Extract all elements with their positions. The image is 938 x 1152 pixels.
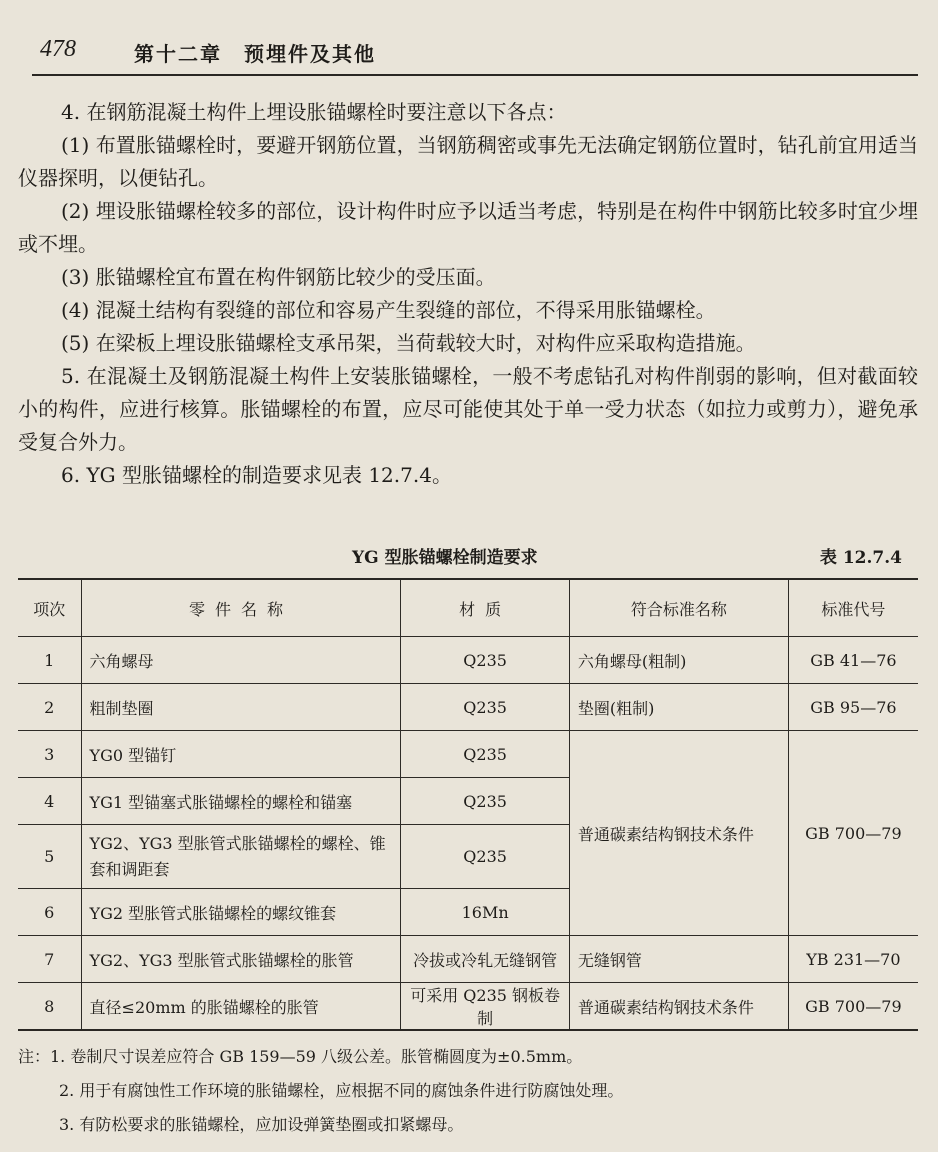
table-row xyxy=(18,731,918,778)
row-part: YG2 型胀管式胀锚螺栓的螺纹锥套 xyxy=(81,889,401,936)
table-number: 表 12.7.4 xyxy=(819,548,902,568)
row-material: Q235 xyxy=(401,684,569,731)
row-code: GB 41—76 xyxy=(788,637,918,684)
page-header xyxy=(32,34,918,76)
row-part: YG2、YG3 型胀管式胀锚螺栓的胀管 xyxy=(81,936,401,983)
col-header-material: 材质 xyxy=(401,579,569,637)
row-no: 4 xyxy=(18,778,81,825)
paragraph-5: 5. 在混凝土及钢筋混凝土构件上安装胀锚螺栓，一般不考虑钻孔对构件削弱的影响，但对截面较小的构件，应进行核算。胀锚螺栓的布置，应尽可能使其处于单一受力状态（如拉力或剪力），避免承受复合外力。 xyxy=(18,364,918,454)
col-header-code: 标准代号 xyxy=(788,579,918,637)
table-row xyxy=(18,637,918,684)
row-no: 3 xyxy=(18,731,81,778)
row-material: Q235 xyxy=(401,825,569,889)
row-part: 直径≤20mm 的胀锚螺栓的胀管 xyxy=(81,983,401,1031)
row-part: YG0 型锚钉 xyxy=(81,731,401,778)
table-caption xyxy=(22,543,902,571)
note-3: 3. 有防松要求的胀锚螺栓，应加设弹簧垫圈或扣紧螺母。 xyxy=(59,1115,464,1134)
page-number: 478 xyxy=(40,36,76,62)
row-standard: 垫圈(粗制) xyxy=(569,684,788,731)
row-standard-merged: 普通碳素结构钢技术条件 xyxy=(569,731,788,936)
row-code: GB 95—76 xyxy=(788,684,918,731)
row-no: 6 xyxy=(18,889,81,936)
row-no: 2 xyxy=(18,684,81,731)
note-2: 2. 用于有腐蚀性工作环境的胀锚螺栓，应根据不同的腐蚀条件进行防腐蚀处理。 xyxy=(59,1081,624,1100)
row-code: GB 700—79 xyxy=(788,983,918,1031)
paragraph-4-4: (4) 混凝土结构有裂缝的部位和容易产生裂缝的部位，不得采用胀锚螺栓。 xyxy=(61,298,716,322)
row-code-merged: GB 700—79 xyxy=(788,731,918,936)
chapter-title: 第十二章 预埋件及其他 xyxy=(134,42,376,66)
row-part: 粗制垫圈 xyxy=(81,684,401,731)
table-title: YG 型胀锚螺栓制造要求 xyxy=(352,548,538,568)
row-no: 7 xyxy=(18,936,81,983)
row-code: YB 231—70 xyxy=(788,936,918,983)
row-material: Q235 xyxy=(401,778,569,825)
table-header-row xyxy=(18,579,918,637)
row-standard: 普通碳素结构钢技术条件 xyxy=(569,983,788,1031)
col-header-no: 项次 xyxy=(18,579,81,637)
row-part: YG2、YG3 型胀管式胀锚螺栓的螺栓、锥套和调距套 xyxy=(81,825,401,889)
table-row xyxy=(18,983,918,1031)
row-material: 可采用 Q235 钢板卷制 xyxy=(401,983,569,1031)
row-no: 8 xyxy=(18,983,81,1031)
paragraph-4-5: (5) 在梁板上埋设胀锚螺栓支承吊架，当荷载较大时，对构件应采取构造措施。 xyxy=(61,331,756,355)
row-material: Q235 xyxy=(401,731,569,778)
note-1: 注：1. 卷制尺寸误差应符合 GB 159—59 八级公差。胀管椭圆度为±0.5mm。 xyxy=(18,1047,583,1066)
spec-table xyxy=(18,578,918,1031)
row-material: Q235 xyxy=(401,637,569,684)
table-notes xyxy=(18,1040,918,1142)
paragraph-4-2: (2) 埋设胀锚螺栓较多的部位，设计构件时应予以适当考虑，特别是在构件中钢筋比较多时宜少埋或不埋。 xyxy=(18,199,918,256)
row-material: 冷拔或冷轧无缝钢管 xyxy=(401,936,569,983)
row-no: 5 xyxy=(18,825,81,889)
row-standard: 无缝钢管 xyxy=(569,936,788,983)
paragraph-4-3: (3) 胀锚螺栓宜布置在构件钢筋比较少的受压面。 xyxy=(61,265,496,289)
table-row xyxy=(18,684,918,731)
col-header-part: 零件名称 xyxy=(81,579,401,637)
table-row xyxy=(18,936,918,983)
row-standard: 六角螺母(粗制) xyxy=(569,637,788,684)
body-text xyxy=(18,96,918,492)
paragraph-4: 4. 在钢筋混凝土构件上埋设胀锚螺栓时要注意以下各点： xyxy=(61,100,567,124)
row-no: 1 xyxy=(18,637,81,684)
col-header-standard: 符合标准名称 xyxy=(569,579,788,637)
paragraph-6: 6. YG 型胀锚螺栓的制造要求见表 12.7.4。 xyxy=(61,463,452,487)
row-part: YG1 型锚塞式胀锚螺栓的螺栓和锚塞 xyxy=(81,778,401,825)
paragraph-4-1: (1) 布置胀锚螺栓时，要避开钢筋位置，当钢筋稠密或事先无法确定钢筋位置时，钻孔前宜用适当仪器探明，以便钻孔。 xyxy=(18,133,918,190)
row-material: 16Mn xyxy=(401,889,569,936)
row-part: 六角螺母 xyxy=(81,637,401,684)
